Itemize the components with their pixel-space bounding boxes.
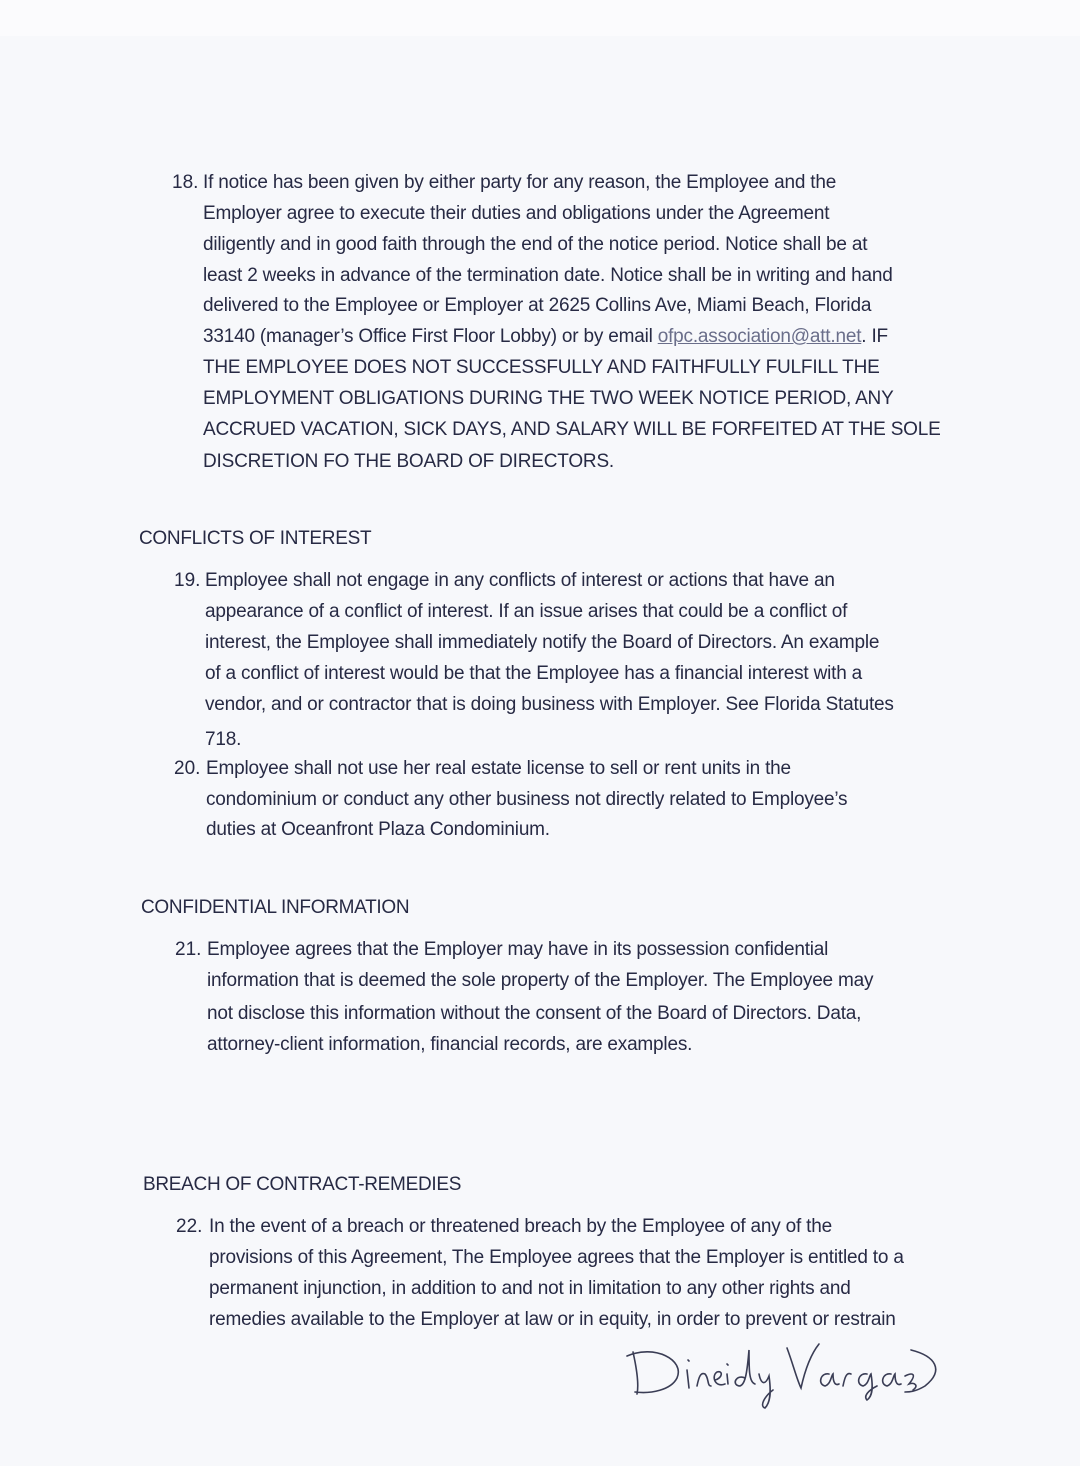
item-line: interest, the Employee shall immediately notify the Board of Directors. An example <box>205 632 880 653</box>
item-number: 19. <box>174 570 201 591</box>
section-heading-conflicts: CONFLICTS OF INTEREST <box>139 528 372 549</box>
item-line: appearance of a conflict of interest. If an issue arises that could be a conflict of <box>205 601 848 622</box>
item-line: Employer agree to execute their duties and obligations under the Agreement <box>203 203 830 224</box>
email-link[interactable]: ofpc.association@att.net <box>657 326 862 347</box>
item-line-tail: . IF <box>861 326 888 347</box>
signature <box>615 1330 945 1410</box>
item-line: EMPLOYMENT OBLIGATIONS DURING THE TWO WEEK NOTICE PERIOD, ANY <box>203 388 894 409</box>
item-line: DISCRETION FO THE BOARD OF DIRECTORS. <box>203 451 614 472</box>
item-number: 21. <box>175 939 202 960</box>
item-line: diligently and in good faith through the end of the notice period. Notice shall be at <box>203 234 868 255</box>
item-line: condominium or conduct any other business not directly related to Employee’s <box>206 789 848 810</box>
item-line: Employee shall not engage in any conflicts of interest or actions that have an <box>205 570 835 591</box>
item-number: 22. <box>176 1216 203 1237</box>
item-number: 18. <box>172 172 199 193</box>
item-line: remedies available to the Employer at law or in equity, in order to prevent or restrain <box>209 1309 896 1330</box>
item-line: not disclose this information without the consent of the Board of Directors. Data, <box>207 1003 862 1024</box>
item-line: delivered to the Employee or Employer at 2625 Collins Ave, Miami Beach, Florida <box>203 295 872 316</box>
section-heading-breach: BREACH OF CONTRACT-REMEDIES <box>143 1174 462 1195</box>
item-line: 33140 (manager’s Office First Floor Lobby) or by email ofpc.association@att.net. IF <box>203 326 888 347</box>
item-line: of a conflict of interest would be that the Employee has a financial interest with a <box>205 663 863 684</box>
item-line: duties at Oceanfront Plaza Condominium. <box>206 819 550 840</box>
section-heading-confidential: CONFIDENTIAL INFORMATION <box>141 897 410 918</box>
item-line: Employee shall not use her real estate license to sell or rent units in the <box>206 758 791 779</box>
item-line: vendor, and or contractor that is doing business with Employer. See Florida Statutes <box>205 694 894 715</box>
item-line: 718. <box>205 729 242 750</box>
item-line: provisions of this Agreement, The Employee agrees that the Employer is entitled to a <box>209 1247 904 1268</box>
item-line: If notice has been given by either party for any reason, the Employee and the <box>203 172 837 193</box>
item-line: permanent injunction, in addition to and not in limitation to any other rights and <box>209 1278 851 1299</box>
item-line: information that is deemed the sole property of the Employer. The Employee may <box>207 970 874 991</box>
scan-top-band <box>0 0 1080 36</box>
item-line: Employee agrees that the Employer may have in its possession confidential <box>207 939 829 960</box>
item-line: THE EMPLOYEE DOES NOT SUCCESSFULLY AND FAITHFULLY FULFILL THE <box>203 357 880 378</box>
item-line: attorney-client information, financial records, are examples. <box>207 1034 693 1055</box>
item-line: ACCRUED VACATION, SICK DAYS, AND SALARY WILL BE FORFEITED AT THE SOLE <box>203 419 941 440</box>
item-number: 20. <box>174 758 201 779</box>
item-line: In the event of a breach or threatened breach by the Employee of any of the <box>209 1216 832 1237</box>
item-line: least 2 weeks in advance of the termination date. Notice shall be in writing and hand <box>203 265 893 286</box>
